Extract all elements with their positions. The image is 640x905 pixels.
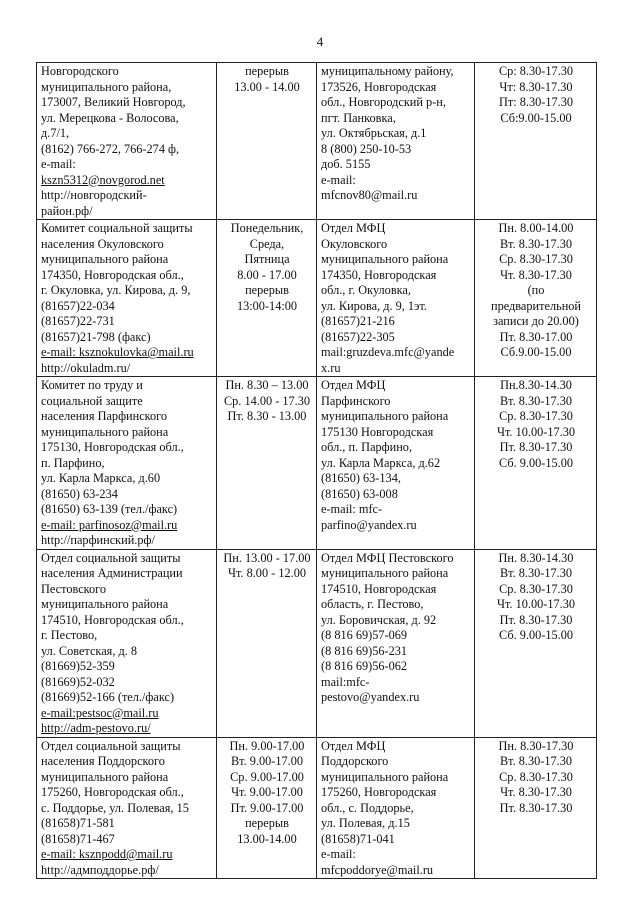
cell-line: 173007, Великий Новгород, xyxy=(41,95,186,109)
cell-line: муниципального района xyxy=(41,424,169,439)
mfc-hours-cell xyxy=(475,549,597,737)
cell-line: 174510, Новгородская xyxy=(321,581,437,596)
mfc-hours-cell xyxy=(475,220,597,377)
cell-line: ул. Полевая, д.15 xyxy=(321,816,410,830)
cell-line: Пн. 8.30-17.30 xyxy=(498,738,574,753)
cell-line: ул. Октябрьская, д.1 xyxy=(321,126,427,140)
cell-line: Сб. 9.00-15.00 xyxy=(498,628,574,642)
cell-line: Ср. 8.30-17.30 xyxy=(499,581,573,596)
cell-line: Чт. 8.30-17.30 xyxy=(500,785,572,799)
cell-line: Ср. 9.00-17.00 xyxy=(230,769,304,784)
hours-cell xyxy=(217,377,317,550)
table-body xyxy=(37,63,597,879)
cell-line: муниципального района xyxy=(41,597,169,611)
cell-line: населения Поддорского xyxy=(41,754,165,768)
page-number: 4 xyxy=(316,34,324,49)
cell-line: населения Парфинского xyxy=(41,409,168,423)
cell-line: (81657)21-216 xyxy=(321,314,395,328)
table-row xyxy=(37,63,597,220)
email-link[interactable]: e-mail: parfinosoz@mail.ru xyxy=(41,517,178,532)
cell-line: Сб. 9.00-15.00 xyxy=(498,455,574,470)
email-link[interactable]: kszn5312@novgorod.net xyxy=(41,172,165,187)
cell-line: район.рф/ xyxy=(41,203,93,218)
cell-line: Ср. 14.00 - 17.30 xyxy=(223,393,311,408)
cell-line: Пестовского xyxy=(41,581,107,596)
mfc-hours-cell xyxy=(475,63,597,220)
cell-line: Пт. 8.30-17.30 xyxy=(499,800,573,815)
cell-line: e-mail: xyxy=(321,847,356,861)
email-link[interactable]: e-mail: ksznokulovka@mail.ru xyxy=(41,345,194,359)
table-row xyxy=(37,220,597,377)
cell-line: обл., Новгородский р-н, xyxy=(321,95,446,109)
cell-line: (8162) 766-272, 766-274 ф, xyxy=(41,141,180,156)
cell-line: г. Пестово, xyxy=(41,628,98,642)
cell-line: http://адмподдорье.рф/ xyxy=(41,862,159,877)
cell-line: (по xyxy=(527,283,545,297)
cell-line: (81658)71-581 xyxy=(41,816,115,830)
cell-line: перерыв xyxy=(245,816,289,830)
cell-line: Вт. 9.00-17.00 xyxy=(230,754,304,768)
cell-line: 13.00-14.00 xyxy=(237,831,297,846)
cell-line: Вт. 8.30-17.30 xyxy=(499,566,573,580)
cell-line: Ср: 8.30-17.30 xyxy=(498,64,574,78)
org-cell xyxy=(37,549,217,737)
cell-line: e-mail: mfc- xyxy=(321,502,383,516)
cell-line: Пт. 8.30-17.00 xyxy=(499,329,573,344)
cell-line: Пятница xyxy=(244,252,290,266)
cell-line: mfcnov80@mail.ru xyxy=(321,188,418,202)
mfc-cell xyxy=(317,549,475,737)
cell-line: (81650) 63-139 (тел./факс) xyxy=(41,502,178,516)
cell-line: Пт. 9.00-17.00 xyxy=(230,800,304,815)
cell-line: (81658)71-467 xyxy=(41,831,115,846)
cell-line: п. Парфино, xyxy=(41,455,105,470)
cell-line: 175130, Новгородская обл., xyxy=(41,440,184,454)
cell-line: Окуловского xyxy=(321,236,388,251)
cell-line: Сб.9.00-15.00 xyxy=(500,345,572,359)
cell-line: Ср. 8.30-17.30 xyxy=(499,252,573,266)
cell-line: предварительной xyxy=(491,298,581,313)
cell-line: 8.00 - 17.00 xyxy=(237,267,297,282)
contacts-table xyxy=(36,62,597,879)
cell-line: муниципального района xyxy=(321,566,449,580)
mfc-cell xyxy=(317,63,475,220)
cell-line: д.7/1, xyxy=(41,126,70,140)
cell-line: x.ru xyxy=(321,360,341,375)
org-cell xyxy=(37,220,217,377)
cell-line: 174350, Новгородская обл., xyxy=(41,267,184,282)
table-row xyxy=(37,549,597,737)
cell-line: записи до 20.00) xyxy=(493,314,579,328)
cell-line: 174510, Новгородская обл., xyxy=(41,612,184,627)
cell-line: (81669)52-032 xyxy=(41,674,115,689)
cell-line: Чт. 10.00-17.30 xyxy=(496,597,576,611)
cell-line: Среда, xyxy=(249,236,285,251)
cell-line: ул. Карла Маркса, д.60 xyxy=(41,471,161,485)
cell-line: Отдел МФЦ Пестовского xyxy=(321,550,454,565)
cell-line: mail:mfc- xyxy=(321,674,370,689)
hours-cell xyxy=(217,549,317,737)
cell-line: Вт. 8.30-17.30 xyxy=(499,236,573,251)
cell-line: муниципального района xyxy=(321,252,449,266)
mfc-hours-cell xyxy=(475,377,597,550)
cell-line: Вт. 8.30-17.30 xyxy=(499,393,573,408)
cell-line: Пн. 8.30-14.30 xyxy=(498,550,574,565)
cell-line: mfcpoddorye@mail.ru xyxy=(321,862,434,877)
cell-line: обл., с. Поддорье, xyxy=(321,800,414,815)
table-row xyxy=(37,377,597,550)
org-cell xyxy=(37,737,217,879)
mfc-cell xyxy=(317,220,475,377)
cell-line: 175260, Новгородская xyxy=(321,785,437,799)
cell-line: (81669)52-359 xyxy=(41,659,115,673)
hours-cell xyxy=(217,63,317,220)
cell-line: с. Поддорье, ул. Полевая, 15 xyxy=(41,800,189,815)
cell-line: (81657)22-731 xyxy=(41,314,115,328)
cell-line: Пн.8.30-14.30 xyxy=(500,378,572,392)
cell-line: (81650) 63-134, xyxy=(321,471,401,485)
cell-line: 173526, Новгородская xyxy=(321,79,437,94)
cell-line: пгт. Панковка, xyxy=(321,110,396,125)
cell-line: e-mail: xyxy=(41,157,76,171)
cell-line: муниципального района xyxy=(321,409,449,423)
cell-line: Отдел социальной защиты xyxy=(41,550,181,565)
cell-line: обл., п. Парфино, xyxy=(321,440,413,454)
cell-line: муниципальному району, xyxy=(321,64,454,78)
cell-line: Пт. 8.30 - 13.00 xyxy=(227,409,307,423)
cell-line: перерыв xyxy=(245,283,289,297)
cell-line: 8 (800) 250-10-53 xyxy=(321,141,412,156)
hours-cell xyxy=(217,737,317,879)
cell-line: http://парфинский.рф/ xyxy=(41,533,155,547)
cell-line: обл., г. Окуловка, xyxy=(321,283,411,297)
cell-line: муниципального района xyxy=(321,769,449,784)
cell-line: (81658)71-041 xyxy=(321,831,395,846)
cell-line: область, г. Пестово, xyxy=(321,597,424,611)
cell-line: ул. Кирова, д. 9, 1эт. xyxy=(321,298,427,313)
cell-line: Вт. 8.30-17.30 xyxy=(499,754,573,768)
cell-line: mail:gruzdeva.mfc@yande xyxy=(321,345,455,359)
hours-cell xyxy=(217,220,317,377)
cell-line: социальной защите xyxy=(41,393,143,408)
cell-line: 13.00 - 14.00 xyxy=(234,79,300,94)
cell-line: г. Окуловка, ул. Кирова, д. 9, xyxy=(41,283,191,297)
cell-line: Пн. 13.00 - 17.00 xyxy=(223,550,311,565)
mfc-hours-cell xyxy=(475,737,597,879)
cell-line: муниципального района xyxy=(41,769,169,784)
cell-line: Чт. 9.00-17.00 xyxy=(231,785,303,799)
email-link[interactable]: http://adm-pestovo.ru/ xyxy=(41,721,151,735)
cell-line: ул. Карла Маркса, д.62 xyxy=(321,455,441,470)
cell-line: 175130 Новгородская xyxy=(321,424,434,439)
cell-line: (8 816 69)56-231 xyxy=(321,643,408,658)
cell-line: Пт. 8.30-17.30 xyxy=(499,612,573,627)
cell-line: Парфинского xyxy=(321,393,391,408)
cell-line: parfino@yandex.ru xyxy=(321,517,417,532)
cell-line: населения Администрации xyxy=(41,566,183,580)
cell-line: Понедельник, xyxy=(230,221,304,235)
cell-line: Ср. 8.30-17.30 xyxy=(499,769,573,784)
cell-line: Комитет социальной защиты xyxy=(41,221,193,235)
cell-line: Пт. 8.30-17.30 xyxy=(499,440,573,454)
cell-line: (81657)21-798 (факс) xyxy=(41,329,151,344)
cell-line: 175260, Новгородская обл., xyxy=(41,785,184,799)
org-cell xyxy=(37,63,217,220)
cell-line: Пт: 8.30-17.30 xyxy=(498,95,574,109)
cell-line: e-mail: xyxy=(321,172,356,187)
cell-line: ул. Мерецкова - Волосова, xyxy=(41,110,179,125)
cell-line: (8 816 69)57-069 xyxy=(321,628,408,642)
cell-line: (8 816 69)56-062 xyxy=(321,659,408,673)
mfc-cell xyxy=(317,737,475,879)
cell-line: http://okuladm.ru/ xyxy=(41,360,131,375)
cell-line: (81669)52-166 (тел./факс) xyxy=(41,690,175,704)
cell-line: Пн. 8.30 – 13.00 xyxy=(225,378,309,392)
cell-line: Пн. 9.00-17.00 xyxy=(229,738,305,753)
cell-line: Отдел МФЦ xyxy=(321,221,386,235)
cell-line: (81650) 63-234 xyxy=(41,486,118,501)
cell-line: Чт. 8.30-17.30 xyxy=(500,267,572,282)
cell-line: 174350, Новгородская xyxy=(321,267,437,282)
cell-line: перерыв xyxy=(245,64,289,78)
cell-line: Чт: 8.30-17.30 xyxy=(499,79,573,94)
email-link[interactable]: e-mail:pestsoc@mail.ru xyxy=(41,705,159,720)
cell-line: ул. Боровичская, д. 92 xyxy=(321,612,437,627)
cell-line: Сб:9.00-15.00 xyxy=(500,110,572,125)
cell-line: Комитет по труду и xyxy=(41,378,143,392)
cell-line: Пн. 8.00-14.00 xyxy=(498,221,574,235)
org-cell xyxy=(37,377,217,550)
cell-line: 13:00-14:00 xyxy=(236,298,298,313)
cell-line: Поддорского xyxy=(321,754,389,768)
cell-line: населения Окуловского xyxy=(41,236,164,251)
cell-line: Отдел МФЦ xyxy=(321,378,386,392)
cell-line: http://новгородский- xyxy=(41,188,147,202)
cell-line: муниципального района xyxy=(41,252,169,266)
cell-line: Новгородского xyxy=(41,64,119,78)
cell-line: Чт. 8.00 - 12.00 xyxy=(227,566,307,580)
cell-line: Отдел МФЦ xyxy=(321,738,386,753)
cell-line: Чт. 10.00-17.30 xyxy=(496,424,576,439)
cell-line: (81657)22-305 xyxy=(321,329,395,344)
cell-line: (81657)22-034 xyxy=(41,298,115,313)
email-link[interactable]: e-mail: ksznpodd@mail.ru xyxy=(41,847,173,861)
cell-line: ул. Советская, д. 8 xyxy=(41,643,138,658)
cell-line: Отдел социальной защиты xyxy=(41,738,181,753)
cell-line: Ср. 8.30-17.30 xyxy=(499,409,573,423)
cell-line: муниципального района, xyxy=(41,79,172,94)
cell-line: (81650) 63-008 xyxy=(321,486,398,501)
cell-line: доб. 5155 xyxy=(321,157,371,171)
mfc-cell xyxy=(317,377,475,550)
cell-line: pestovo@yandex.ru xyxy=(321,690,420,704)
table-row xyxy=(37,737,597,879)
